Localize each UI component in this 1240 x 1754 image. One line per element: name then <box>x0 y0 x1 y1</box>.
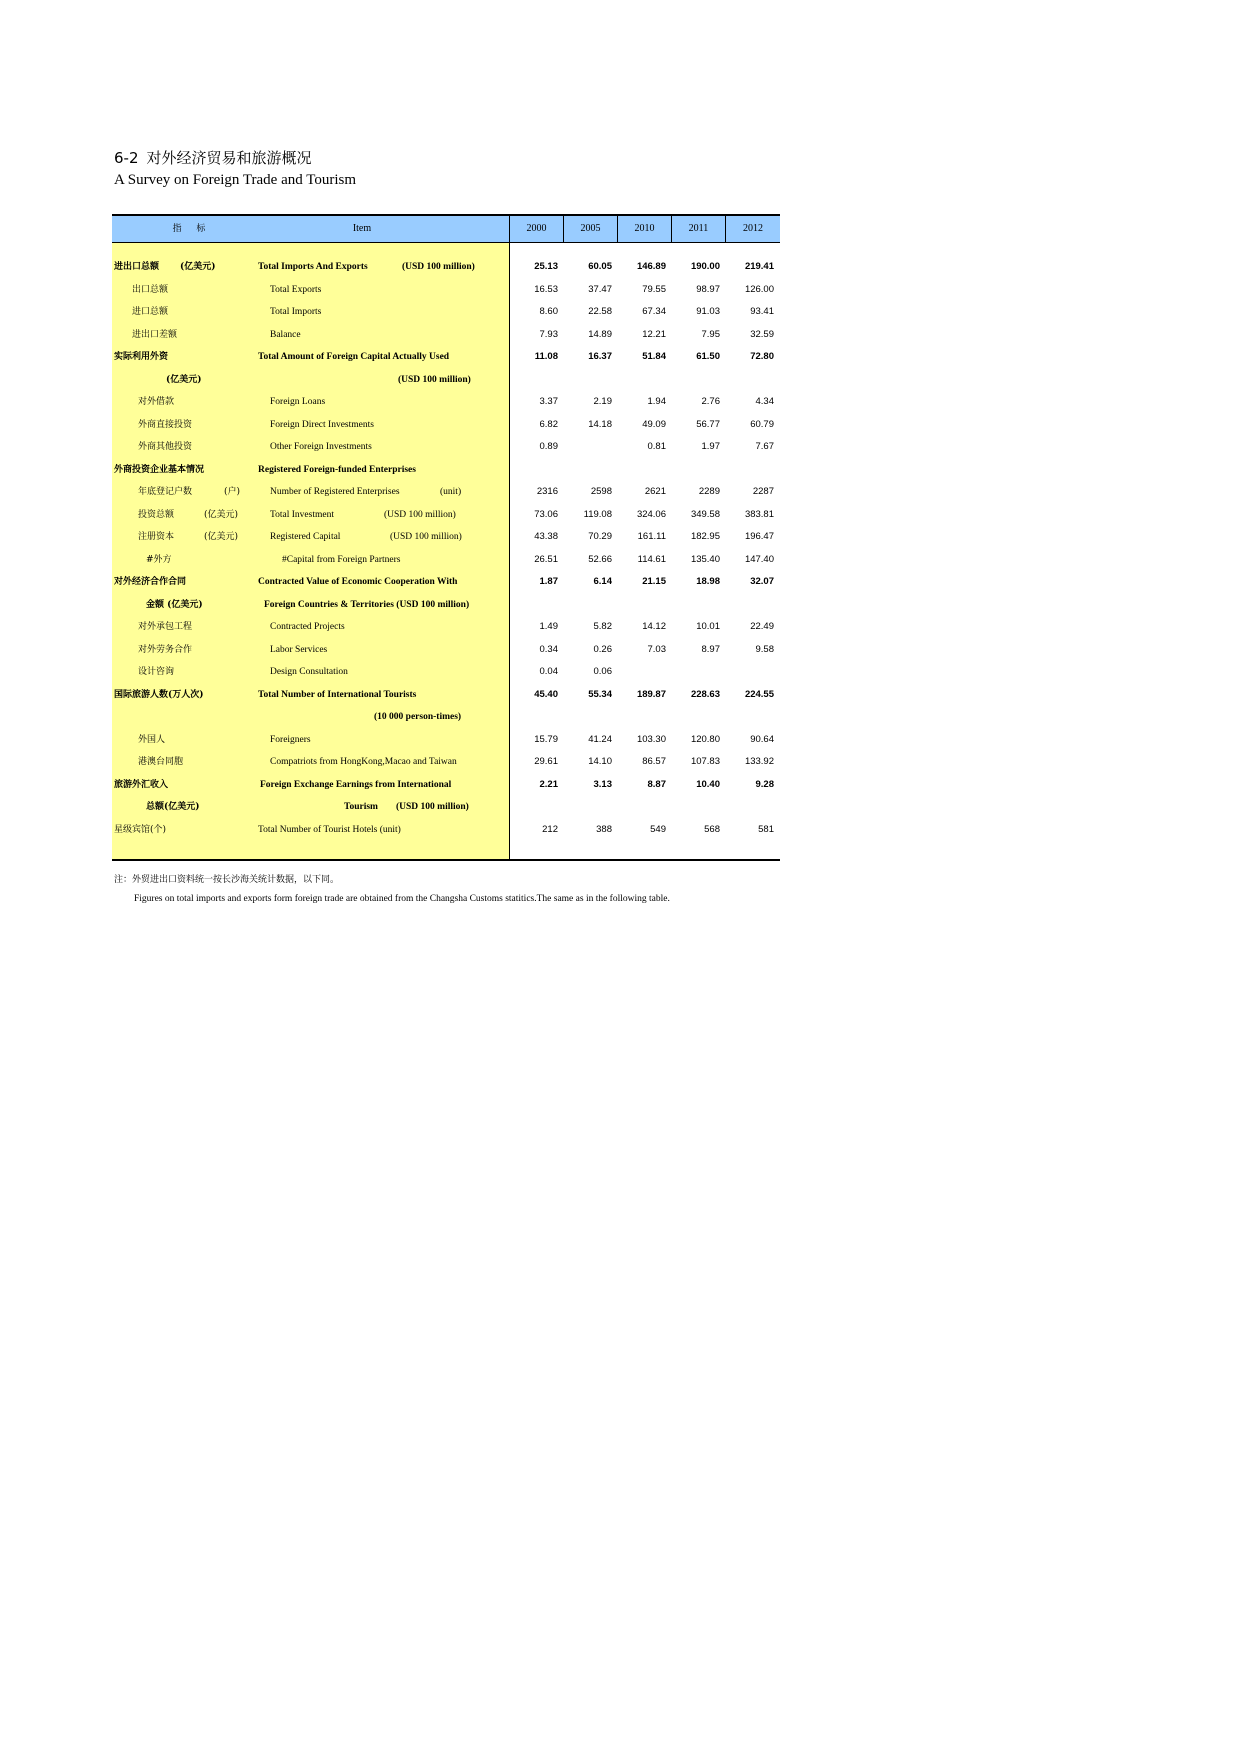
row-value: 90.64 <box>750 733 774 745</box>
row-value: 14.12 <box>642 621 666 632</box>
row-value: 16.37 <box>588 351 612 362</box>
row-value: 1.97 <box>701 441 720 452</box>
row-label-en: Total Exports <box>270 284 322 295</box>
row-value: 5.82 <box>593 621 612 632</box>
row-value: 581 <box>758 823 774 835</box>
row-value: 79.55 <box>642 283 666 295</box>
row-value: 0.26 <box>593 643 612 655</box>
row-value: 126.00 <box>744 283 774 295</box>
note-cn: 注：外贸进出口资料统一按长沙海关统计数据，以下同。 <box>114 875 340 885</box>
row-unit-cn: (亿美元) <box>204 532 239 542</box>
row-value: 0.04 <box>539 666 558 677</box>
header-indicator-cn: 指 标 <box>172 224 212 234</box>
row-value: 189.87 <box>636 688 666 700</box>
row-label-cn: 国际旅游人数(万人次) <box>114 689 204 700</box>
row-value: 56.77 <box>696 418 720 430</box>
table-number: 6-2 <box>114 149 139 167</box>
row-unit-cn: (亿美元) <box>166 374 202 385</box>
table-row <box>112 414 780 436</box>
row-value: 3.37 <box>539 396 558 407</box>
row-label-en: Total Number of Tourist Hotels (unit) <box>258 824 401 835</box>
row-value: 72.80 <box>750 351 774 362</box>
row-value: 568 <box>704 823 720 835</box>
row-value: 549 <box>650 823 666 835</box>
row-value: 14.18 <box>588 418 612 430</box>
row-value: 2.21 <box>539 778 558 790</box>
row-value: 107.83 <box>690 756 720 767</box>
row-value: 2621 <box>644 486 666 497</box>
table-row <box>112 391 780 413</box>
row-label-en: Foreign Exchange Earnings from International <box>260 779 452 790</box>
row-label-en: #Capital from Foreign Partners <box>282 554 401 565</box>
row-value: 11.08 <box>534 351 558 362</box>
row-value: 86.57 <box>642 756 666 767</box>
row-value: 98.97 <box>696 283 720 295</box>
row-label-en: Compatriots from HongKong,Macao and Taiwan <box>270 757 457 767</box>
row-unit-en: (10 000 person-times) <box>374 712 462 722</box>
row-value: 161.11 <box>637 531 666 542</box>
row-value: 219.41 <box>744 261 774 272</box>
table-row <box>112 796 780 818</box>
row-value: 10.01 <box>696 621 720 632</box>
row-value: 67.34 <box>642 306 666 317</box>
table-row <box>112 706 780 728</box>
row-value: 26.51 <box>534 553 558 565</box>
row-value: 147.40 <box>744 553 774 565</box>
row-value: 93.41 <box>750 306 774 317</box>
table-row <box>112 639 780 661</box>
row-value: 120.80 <box>690 733 720 745</box>
row-value: 51.84 <box>642 351 666 362</box>
row-value: 324.06 <box>636 508 666 520</box>
row-value: 25.13 <box>534 261 558 272</box>
row-label-en: Foreign Direct Investments <box>270 419 374 430</box>
row-value: 22.58 <box>588 306 612 317</box>
row-unit-en: (USD 100 million) <box>398 374 471 385</box>
row-unit-en: (USD 100 million) <box>402 262 475 272</box>
row-label-cn: 星级宾馆(个) <box>114 824 167 835</box>
row-unit-en: (USD 100 million) <box>384 509 456 520</box>
row-value: 2.19 <box>593 396 612 407</box>
row-unit-cn: (亿美元) <box>204 509 239 520</box>
row-value: 22.49 <box>750 621 774 632</box>
row-label-cn: 港澳台同胞 <box>138 757 184 767</box>
table-title-en: A Survey on Foreign Trade and Tourism <box>114 172 357 188</box>
row-value: 60.05 <box>588 261 612 272</box>
row-value: 0.34 <box>539 643 558 655</box>
row-value: 14.89 <box>588 328 612 340</box>
bottom-rule <box>112 859 780 861</box>
row-label-cn: 进出口总额 <box>114 262 160 272</box>
row-value: 7.03 <box>647 643 666 655</box>
header-year: 2005 <box>580 223 601 234</box>
row-value: 32.07 <box>750 576 774 587</box>
row-value: 0.06 <box>593 666 612 677</box>
table-row <box>112 729 780 751</box>
row-label-en: Foreign Loans <box>270 397 326 407</box>
table-row <box>112 279 780 301</box>
row-label-en: Tourism <box>344 802 378 812</box>
row-unit-en: (USD 100 million) <box>396 802 469 812</box>
row-value: 0.89 <box>539 441 558 452</box>
row-value: 41.24 <box>588 733 612 745</box>
row-value: 2289 <box>698 486 720 497</box>
table-row <box>112 504 780 526</box>
row-label-cn: 对外劳务合作 <box>138 644 193 655</box>
row-label-en: Labor Services <box>270 644 328 655</box>
row-value: 7.93 <box>539 328 558 340</box>
table-row <box>112 819 780 841</box>
row-label-en: Total Number of International Tourists <box>258 689 417 700</box>
row-unit-en: (USD 100 million) <box>390 532 462 542</box>
title-cn-text: 对外经济贸易和旅游概况 <box>146 149 312 167</box>
table-row <box>112 301 780 323</box>
row-value: 190.00 <box>690 261 720 272</box>
row-label-cn: 外商其他投资 <box>138 442 193 452</box>
row-label-en: Registered Foreign-funded Enterprises <box>258 464 416 475</box>
row-value: 45.40 <box>534 688 558 700</box>
row-value: 2316 <box>536 486 558 497</box>
row-value: 388 <box>596 823 612 835</box>
table-row <box>112 481 780 503</box>
row-label-en: Registered Capital <box>270 532 341 542</box>
row-value: 61.50 <box>696 351 720 362</box>
row-label-cn: 外商投资企业基本情况 <box>114 464 205 475</box>
table-row <box>112 684 780 706</box>
row-value: 10.40 <box>696 778 720 790</box>
row-value: 29.61 <box>534 756 558 767</box>
row-value: 7.67 <box>755 441 774 452</box>
row-value: 14.10 <box>588 756 612 767</box>
row-value: 91.03 <box>696 306 720 317</box>
header-item-en: Item <box>352 223 372 234</box>
row-value: 8.87 <box>647 778 666 790</box>
row-value: 60.79 <box>750 418 774 430</box>
row-value: 49.09 <box>642 418 666 430</box>
table-row <box>112 256 780 278</box>
row-value: 43.38 <box>534 531 558 542</box>
row-label-cn: 外商直接投资 <box>138 419 193 430</box>
header-year: 2012 <box>743 223 763 234</box>
row-value: 0.81 <box>647 441 666 452</box>
table-row <box>112 526 780 548</box>
table-row <box>112 436 780 458</box>
row-value: 196.47 <box>744 531 774 542</box>
row-value: 21.15 <box>642 576 666 587</box>
row-label-cn: 对外承包工程 <box>138 622 193 632</box>
row-label-en: Foreigners <box>270 734 311 745</box>
row-label-cn: 进口总额 <box>132 307 169 317</box>
table-row <box>112 324 780 346</box>
row-unit-cn: (亿美元) <box>180 262 216 272</box>
row-label-cn: 出口总额 <box>132 284 169 295</box>
row-label-en: Total Investment <box>270 509 334 520</box>
row-label-cn: 总额(亿美元) <box>146 802 200 812</box>
row-label-en: Balance <box>270 329 301 340</box>
header-year: 2000 <box>526 223 547 234</box>
table-row <box>112 369 780 391</box>
row-label-cn: 旅游外汇收入 <box>114 779 169 790</box>
table-row <box>112 774 780 796</box>
statistics-table <box>112 214 780 862</box>
table-title-cn <box>114 147 312 168</box>
row-label-cn: 年底登记户数 <box>138 487 193 497</box>
row-value: 37.47 <box>588 283 612 295</box>
row-value: 349.58 <box>690 508 720 520</box>
row-value: 8.97 <box>701 643 720 655</box>
row-value: 1.94 <box>647 396 666 407</box>
table-row <box>112 549 780 571</box>
row-label-cn: 对外经济合作合同 <box>114 577 187 587</box>
row-label-en: Number of Registered Enterprises <box>270 487 400 497</box>
row-label-en: Total Amount of Foreign Capital Actually Used <box>258 352 450 362</box>
row-value: 7.95 <box>701 328 720 340</box>
row-label-cn: 金额 (亿美元) <box>146 599 203 610</box>
row-value: 9.28 <box>755 778 774 790</box>
table-row <box>112 751 780 773</box>
row-value: 70.29 <box>588 531 612 542</box>
row-value: 12.21 <box>642 328 666 340</box>
row-value: 1.87 <box>539 576 558 587</box>
row-value: 182.95 <box>690 531 720 542</box>
table-row <box>112 571 780 593</box>
row-value: 383.81 <box>744 508 774 520</box>
row-value: 212 <box>542 823 558 835</box>
header-year: 2011 <box>688 223 709 234</box>
row-label-en: Contracted Value of Economic Cooperation With <box>258 577 458 587</box>
row-value: 8.60 <box>539 306 558 317</box>
row-value: 103.30 <box>636 733 666 745</box>
row-label-cn: 对外借款 <box>138 397 175 407</box>
row-value: 6.82 <box>539 418 558 430</box>
table-row <box>112 346 780 368</box>
row-value: 228.63 <box>690 688 720 700</box>
row-value: 114.61 <box>637 553 666 565</box>
row-label-cn: 进出口差额 <box>132 329 178 340</box>
row-value: 133.92 <box>744 756 774 767</box>
row-value: 52.66 <box>588 553 612 565</box>
header-year: 2010 <box>634 223 655 234</box>
row-value: 224.55 <box>744 688 774 700</box>
row-value: 6.14 <box>593 576 612 587</box>
row-label-cn: 设计咨询 <box>138 667 175 677</box>
row-label-en: Contracted Projects <box>270 622 345 632</box>
row-value: 3.13 <box>593 778 612 790</box>
row-label-cn: 投资总额 <box>138 509 175 520</box>
table-row <box>112 616 780 638</box>
row-value: 55.34 <box>588 688 612 700</box>
row-value: 32.59 <box>750 328 774 340</box>
row-value: 119.08 <box>583 508 612 520</box>
row-value: 16.53 <box>534 283 558 295</box>
note-en: Figures on total imports and exports form foreign trade are obtained from the Changsha Customs statitics.The same as in the following table. <box>134 894 670 904</box>
row-value: 135.40 <box>690 553 720 565</box>
row-value: 73.06 <box>534 508 558 520</box>
row-unit-cn: (户) <box>224 487 241 497</box>
row-label-en: Foreign Countries & Territories (USD 100 million) <box>264 599 470 610</box>
row-value: 146.89 <box>636 261 666 272</box>
row-label-cn: #外方 <box>146 554 172 565</box>
row-label-en: Total Imports And Exports <box>258 262 368 272</box>
row-label-cn: 外国人 <box>138 734 166 745</box>
row-value: 18.98 <box>696 576 720 587</box>
row-value: 2287 <box>752 486 774 497</box>
table-row <box>112 594 780 616</box>
row-label-cn: 注册资本 <box>138 532 175 542</box>
row-value: 1.49 <box>539 621 558 632</box>
row-label-en: Total Imports <box>270 307 322 317</box>
table-row <box>112 661 780 683</box>
table-row <box>112 459 780 481</box>
row-value: 9.58 <box>755 643 774 655</box>
row-value: 4.34 <box>755 396 774 407</box>
row-label-en: Design Consultation <box>270 667 348 677</box>
row-label-en: Other Foreign Investments <box>270 442 372 452</box>
row-value: 15.79 <box>534 733 558 745</box>
row-value: 2598 <box>590 486 612 497</box>
row-value: 2.76 <box>701 396 720 407</box>
row-label-cn: 实际利用外资 <box>114 352 169 362</box>
row-unit-en: (unit) <box>440 487 462 497</box>
